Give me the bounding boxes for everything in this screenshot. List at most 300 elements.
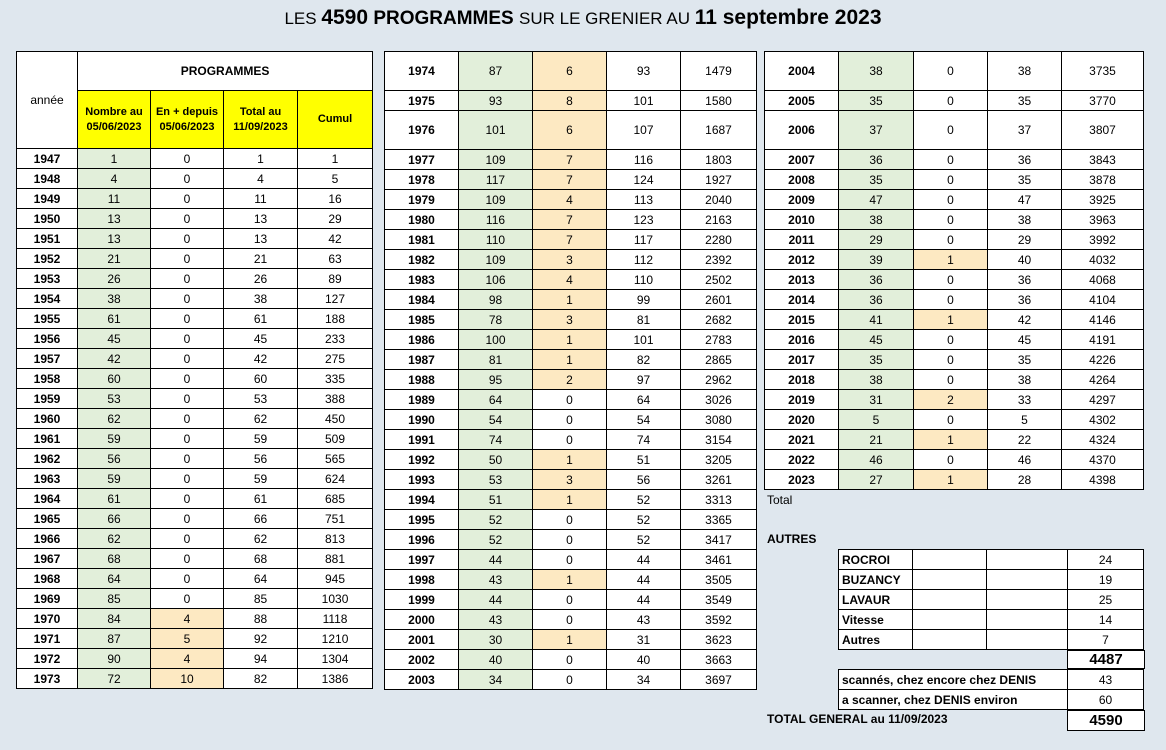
year-cell: 1979 (385, 190, 459, 210)
table-row (385, 650, 757, 670)
cumul-cell: 3205 (681, 450, 757, 470)
year-cell: 1973 (17, 669, 78, 689)
year-cell: 2017 (765, 350, 839, 370)
table-row (385, 370, 757, 390)
nombre-cell: 44 (459, 590, 533, 610)
cumul-cell: 3807 (1062, 111, 1144, 150)
total-cell: 110 (607, 270, 681, 290)
title-programmes: PROGRAMMES (368, 8, 519, 29)
header-total: Total au 11/09/2023 (224, 91, 298, 149)
total-cell: 5 (988, 410, 1062, 430)
cumul-cell: 945 (298, 569, 373, 589)
total-cell: 36 (988, 150, 1062, 170)
year-cell: 1985 (385, 310, 459, 330)
cumul-cell: 335 (298, 369, 373, 389)
en-plus-cell: 6 (533, 111, 607, 150)
autres-row (839, 570, 1144, 590)
en-plus-cell: 0 (151, 309, 224, 329)
extra-table (838, 669, 1144, 710)
total-cell: 28 (988, 470, 1062, 490)
table-row (385, 250, 757, 270)
year-cell: 1993 (385, 470, 459, 490)
table-row (17, 509, 373, 529)
nombre-cell: 81 (459, 350, 533, 370)
year-cell: 1987 (385, 350, 459, 370)
nombre-cell: 52 (459, 510, 533, 530)
year-cell: 2013 (765, 270, 839, 290)
year-cell: 2018 (765, 370, 839, 390)
empty-cell (913, 630, 987, 650)
total-cell: 38 (988, 52, 1062, 91)
en-plus-cell: 1 (914, 430, 988, 450)
en-plus-cell: 4 (533, 270, 607, 290)
table-row (385, 270, 757, 290)
en-plus-cell: 7 (533, 170, 607, 190)
year-cell: 2009 (765, 190, 839, 210)
year-cell: 1947 (17, 149, 78, 169)
table-row (385, 470, 757, 490)
en-plus-cell: 7 (533, 210, 607, 230)
table-row (17, 669, 373, 689)
total-cell: 112 (607, 250, 681, 270)
nombre-cell: 109 (459, 150, 533, 170)
en-plus-cell: 0 (914, 290, 988, 310)
en-plus-cell: 0 (914, 450, 988, 470)
nombre-cell: 56 (78, 449, 151, 469)
year-cell: 1976 (385, 111, 459, 150)
nombre-cell: 62 (78, 409, 151, 429)
total-cell: 92 (224, 629, 298, 649)
total-cell: 29 (988, 230, 1062, 250)
cumul-cell: 881 (298, 549, 373, 569)
nombre-cell: 59 (78, 469, 151, 489)
nombre-cell: 51 (459, 490, 533, 510)
cumul-cell: 2392 (681, 250, 757, 270)
table-row (385, 230, 757, 250)
nombre-cell: 68 (78, 549, 151, 569)
cumul-cell: 4297 (1062, 390, 1144, 410)
table-row (385, 111, 757, 150)
total-cell: 107 (607, 111, 681, 150)
total-cell: 13 (224, 209, 298, 229)
en-plus-cell: 0 (151, 389, 224, 409)
grand-total-label: TOTAL GENERAL au 11/09/2023 (767, 712, 948, 726)
cumul-cell: 3925 (1062, 190, 1144, 210)
en-plus-cell: 0 (914, 170, 988, 190)
total-cell: 97 (607, 370, 681, 390)
year-cell: 1994 (385, 490, 459, 510)
en-plus-cell: 0 (914, 52, 988, 91)
total-cell: 38 (988, 210, 1062, 230)
nombre-cell: 21 (78, 249, 151, 269)
autres-name: LAVAUR (839, 590, 913, 610)
table-row (385, 210, 757, 230)
autres-row (839, 630, 1144, 650)
table-row (765, 430, 1144, 450)
total-cell: 101 (607, 330, 681, 350)
nombre-cell: 35 (839, 170, 914, 190)
year-cell: 1971 (17, 629, 78, 649)
table-row (765, 330, 1144, 350)
table-row (385, 630, 757, 650)
cumul-cell: 233 (298, 329, 373, 349)
year-cell: 2021 (765, 430, 839, 450)
year-cell: 2015 (765, 310, 839, 330)
en-plus-cell: 3 (533, 310, 607, 330)
total-cell: 22 (988, 430, 1062, 450)
table-row (17, 289, 373, 309)
cumul-cell: 3549 (681, 590, 757, 610)
en-plus-cell: 2 (533, 370, 607, 390)
nombre-cell: 13 (78, 209, 151, 229)
cumul-cell: 42 (298, 229, 373, 249)
en-plus-cell: 5 (151, 629, 224, 649)
table-row (17, 429, 373, 449)
cumul-cell: 5 (298, 169, 373, 189)
cumul-cell: 509 (298, 429, 373, 449)
cumul-cell: 2682 (681, 310, 757, 330)
en-plus-cell: 7 (533, 230, 607, 250)
nombre-cell: 53 (78, 389, 151, 409)
year-cell: 1955 (17, 309, 78, 329)
header-programmes: PROGRAMMES (78, 52, 373, 91)
cumul-cell: 1386 (298, 669, 373, 689)
total-cell: 82 (224, 669, 298, 689)
en-plus-cell: 0 (533, 410, 607, 430)
year-cell: 2014 (765, 290, 839, 310)
autres-name: ROCROI (839, 550, 913, 570)
table-row (385, 670, 757, 690)
autres-title: AUTRES (767, 532, 817, 546)
empty-cell (913, 550, 987, 570)
cumul-cell: 1803 (681, 150, 757, 170)
total-cell: 82 (607, 350, 681, 370)
total-cell: 62 (224, 409, 298, 429)
extra-row (839, 670, 1144, 690)
total-cell: 38 (224, 289, 298, 309)
header-nombre: Nombre au 05/06/2023 (78, 91, 151, 149)
cumul-cell: 813 (298, 529, 373, 549)
total-cell: 42 (224, 349, 298, 369)
en-plus-cell: 0 (533, 510, 607, 530)
extra-label: a scanner, chez DENIS environ (839, 690, 1068, 710)
en-plus-cell: 0 (914, 190, 988, 210)
total-cell: 51 (607, 450, 681, 470)
year-cell: 1958 (17, 369, 78, 389)
title-location: SUR LE GRENIER AU (519, 9, 695, 28)
table-row (17, 569, 373, 589)
table-row (385, 430, 757, 450)
en-plus-cell: 0 (151, 449, 224, 469)
table-row (17, 409, 373, 429)
table-row (385, 150, 757, 170)
total-cell: 11 (224, 189, 298, 209)
table-row (765, 290, 1144, 310)
en-plus-cell: 6 (533, 52, 607, 91)
cumul-cell: 63 (298, 249, 373, 269)
cumul-cell: 1 (298, 149, 373, 169)
year-cell: 1953 (17, 269, 78, 289)
table-row (385, 530, 757, 550)
cumul-cell: 3663 (681, 650, 757, 670)
table-row (385, 390, 757, 410)
year-cell: 2005 (765, 91, 839, 111)
table-row (17, 169, 373, 189)
table-row (385, 410, 757, 430)
cumul-cell: 3154 (681, 430, 757, 450)
nombre-cell: 38 (839, 52, 914, 91)
en-plus-cell: 4 (151, 649, 224, 669)
nombre-cell: 38 (839, 210, 914, 230)
nombre-cell: 106 (459, 270, 533, 290)
total-cell: 31 (607, 630, 681, 650)
page-title (0, 6, 1166, 30)
total-cell: 64 (224, 569, 298, 589)
en-plus-cell: 0 (151, 589, 224, 609)
en-plus-cell: 0 (533, 550, 607, 570)
table-row (17, 489, 373, 509)
table-row (385, 290, 757, 310)
table-row (765, 270, 1144, 290)
total-cell: 44 (607, 590, 681, 610)
nombre-cell: 60 (78, 369, 151, 389)
empty-cell (987, 630, 1068, 650)
total-cell: 64 (607, 390, 681, 410)
nombre-cell: 13 (78, 229, 151, 249)
total-cell: 52 (607, 530, 681, 550)
cumul-cell: 3261 (681, 470, 757, 490)
table-row (765, 150, 1144, 170)
cumul-cell: 2040 (681, 190, 757, 210)
nombre-cell: 87 (78, 629, 151, 649)
en-plus-cell: 10 (151, 669, 224, 689)
year-cell: 1961 (17, 429, 78, 449)
nombre-cell: 36 (839, 150, 914, 170)
total-cell: 68 (224, 549, 298, 569)
year-cell: 1980 (385, 210, 459, 230)
nombre-cell: 66 (78, 509, 151, 529)
year-cell: 1951 (17, 229, 78, 249)
en-plus-cell: 0 (914, 111, 988, 150)
table-row (385, 52, 757, 91)
nombre-cell: 74 (459, 430, 533, 450)
en-plus-cell: 1 (914, 470, 988, 490)
en-plus-cell: 1 (533, 570, 607, 590)
total-cell: 60 (224, 369, 298, 389)
table-row (17, 309, 373, 329)
year-cell: 2020 (765, 410, 839, 430)
en-plus-cell: 0 (914, 370, 988, 390)
nombre-cell: 44 (459, 550, 533, 570)
nombre-cell: 35 (839, 91, 914, 111)
empty-cell (913, 610, 987, 630)
total-cell: 46 (988, 450, 1062, 470)
extra-value: 60 (1068, 690, 1144, 710)
nombre-cell: 90 (78, 649, 151, 669)
year-cell: 2012 (765, 250, 839, 270)
table-row (17, 589, 373, 609)
year-cell: 1989 (385, 390, 459, 410)
total-cell: 61 (224, 489, 298, 509)
total-cell: 52 (607, 490, 681, 510)
cumul-cell: 188 (298, 309, 373, 329)
cumul-cell: 4398 (1062, 470, 1144, 490)
extra-value: 43 (1068, 670, 1144, 690)
table-row (765, 350, 1144, 370)
en-plus-cell: 0 (151, 569, 224, 589)
total-cell: 42 (988, 310, 1062, 330)
total-cell: 74 (607, 430, 681, 450)
cumul-cell: 29 (298, 209, 373, 229)
extra-label: scannés, chez encore chez DENIS (839, 670, 1068, 690)
year-cell: 1950 (17, 209, 78, 229)
table-row (385, 170, 757, 190)
table-row (17, 609, 373, 629)
en-plus-cell: 0 (914, 350, 988, 370)
en-plus-cell: 0 (151, 189, 224, 209)
table-row (385, 190, 757, 210)
autres-subtotal: 4487 (1067, 650, 1145, 669)
table-row (17, 649, 373, 669)
nombre-cell: 117 (459, 170, 533, 190)
year-cell: 1998 (385, 570, 459, 590)
total-cell: 26 (224, 269, 298, 289)
empty-cell (987, 590, 1068, 610)
en-plus-cell: 0 (151, 369, 224, 389)
en-plus-cell: 0 (151, 489, 224, 509)
table-row (17, 349, 373, 369)
cumul-cell: 3592 (681, 610, 757, 630)
nombre-cell: 36 (839, 290, 914, 310)
cumul-cell: 3505 (681, 570, 757, 590)
year-cell: 2004 (765, 52, 839, 91)
cumul-cell: 1304 (298, 649, 373, 669)
table-row (385, 350, 757, 370)
nombre-cell: 43 (459, 610, 533, 630)
en-plus-cell: 0 (151, 269, 224, 289)
year-cell: 2008 (765, 170, 839, 190)
year-cell: 1965 (17, 509, 78, 529)
en-plus-cell: 0 (151, 289, 224, 309)
total-cell: 54 (607, 410, 681, 430)
year-cell: 1964 (17, 489, 78, 509)
table-row (17, 469, 373, 489)
year-cell: 2001 (385, 630, 459, 650)
table-row (385, 310, 757, 330)
year-cell: 1986 (385, 330, 459, 350)
total-cell: 52 (607, 510, 681, 530)
autres-value: 19 (1068, 570, 1144, 590)
total-cell: 35 (988, 170, 1062, 190)
cumul-cell: 685 (298, 489, 373, 509)
total-cell: 85 (224, 589, 298, 609)
nombre-cell: 78 (459, 310, 533, 330)
total-cell: 61 (224, 309, 298, 329)
nombre-cell: 85 (78, 589, 151, 609)
cumul-cell: 2962 (681, 370, 757, 390)
nombre-cell: 39 (839, 250, 914, 270)
total-cell: 56 (224, 449, 298, 469)
autres-name: Vitesse (839, 610, 913, 630)
nombre-cell: 41 (839, 310, 914, 330)
autres-row (839, 550, 1144, 570)
en-plus-cell: 1 (533, 290, 607, 310)
cumul-cell: 3365 (681, 510, 757, 530)
en-plus-cell: 0 (914, 230, 988, 250)
cumul-cell: 1580 (681, 91, 757, 111)
empty-cell (987, 570, 1068, 590)
en-plus-cell: 4 (533, 190, 607, 210)
cumul-cell: 4324 (1062, 430, 1144, 450)
title-prefix: LES (284, 9, 322, 28)
table-row (385, 510, 757, 530)
total-cell: 4 (224, 169, 298, 189)
cumul-cell: 2280 (681, 230, 757, 250)
table-row (17, 629, 373, 649)
en-plus-cell: 0 (151, 429, 224, 449)
en-plus-cell: 0 (533, 590, 607, 610)
cumul-cell: 624 (298, 469, 373, 489)
nombre-cell: 35 (839, 350, 914, 370)
en-plus-cell: 0 (151, 349, 224, 369)
table-row (17, 329, 373, 349)
nombre-cell: 61 (78, 309, 151, 329)
table-row (385, 590, 757, 610)
total-cell: 36 (988, 270, 1062, 290)
table-row (765, 390, 1144, 410)
en-plus-cell: 0 (914, 330, 988, 350)
cumul-cell: 4146 (1062, 310, 1144, 330)
year-cell: 1969 (17, 589, 78, 609)
total-cell: 62 (224, 529, 298, 549)
year-cell: 1975 (385, 91, 459, 111)
nombre-cell: 26 (78, 269, 151, 289)
table-row (765, 190, 1144, 210)
en-plus-cell: 3 (533, 470, 607, 490)
en-plus-cell: 0 (151, 529, 224, 549)
nombre-cell: 27 (839, 470, 914, 490)
nombre-cell: 100 (459, 330, 533, 350)
cumul-cell: 2601 (681, 290, 757, 310)
table-row (385, 91, 757, 111)
nombre-cell: 50 (459, 450, 533, 470)
table-row (385, 570, 757, 590)
autres-table (838, 549, 1144, 650)
empty-cell (987, 550, 1068, 570)
nombre-cell: 46 (839, 450, 914, 470)
total-cell: 59 (224, 469, 298, 489)
en-plus-cell: 0 (151, 249, 224, 269)
total-cell: 21 (224, 249, 298, 269)
table-row (765, 370, 1144, 390)
en-plus-cell: 1 (533, 630, 607, 650)
total-cell: 38 (988, 370, 1062, 390)
cumul-cell: 3313 (681, 490, 757, 510)
year-cell: 2023 (765, 470, 839, 490)
year-cell: 1992 (385, 450, 459, 470)
en-plus-cell: 0 (533, 670, 607, 690)
en-plus-cell: 1 (533, 330, 607, 350)
total-cell: 81 (607, 310, 681, 330)
en-plus-cell: 1 (533, 450, 607, 470)
total-cell: 94 (224, 649, 298, 669)
total-cell: 123 (607, 210, 681, 230)
cumul-cell: 4302 (1062, 410, 1144, 430)
cumul-cell: 3735 (1062, 52, 1144, 91)
nombre-cell: 40 (459, 650, 533, 670)
cumul-cell: 4264 (1062, 370, 1144, 390)
year-cell: 2019 (765, 390, 839, 410)
